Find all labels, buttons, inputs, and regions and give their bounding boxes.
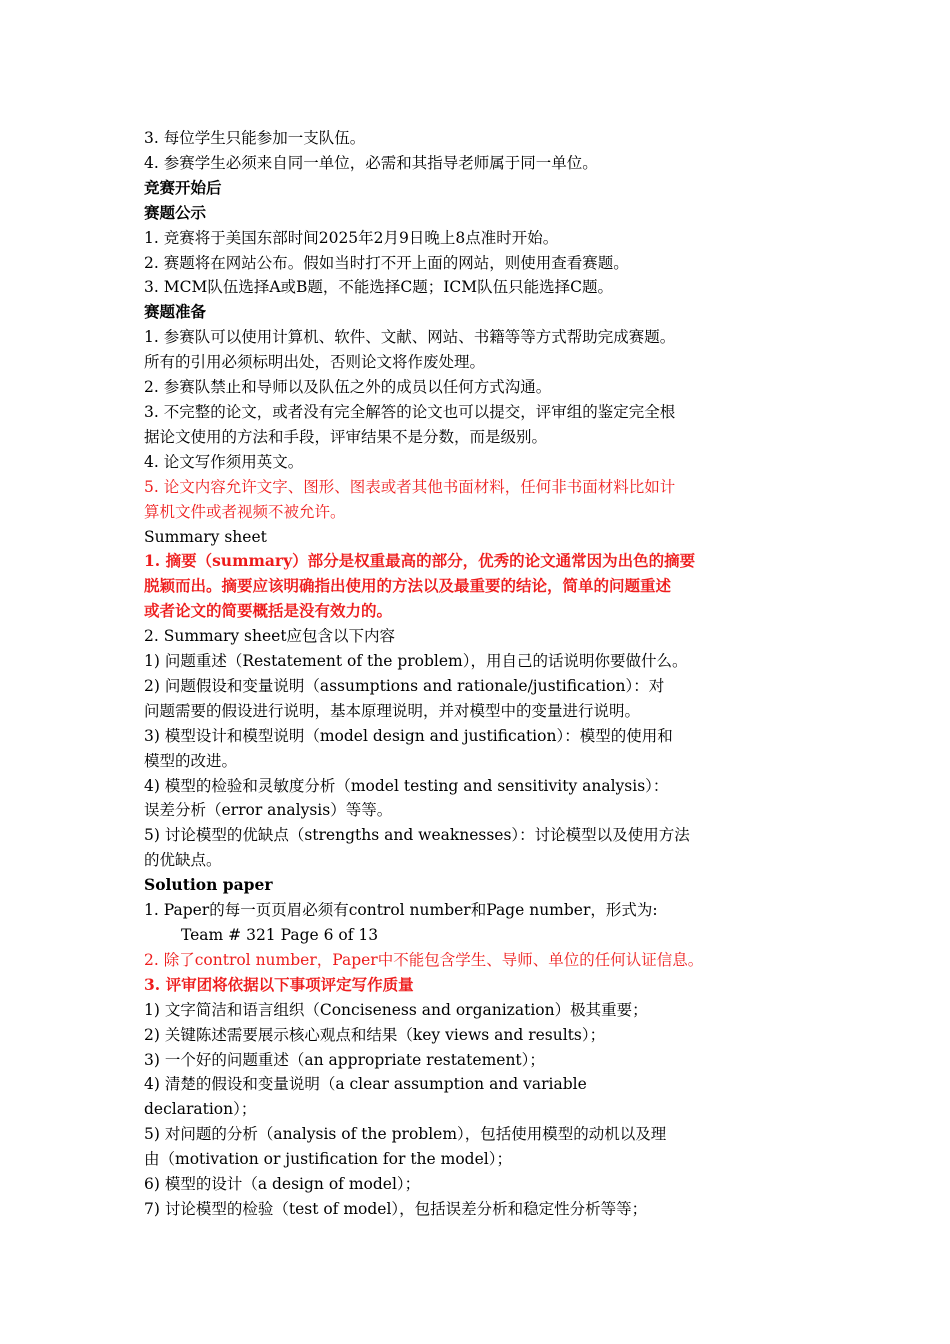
text-line: 4. 论文写作须用英文。 bbox=[144, 452, 304, 471]
text-line: Summary sheet bbox=[144, 527, 267, 546]
text-line: 3. 每位学生只能参加一支队伍。 bbox=[144, 129, 366, 147]
text-line: 7) 讨论模型的检验（test of model），包括误差分析和稳定性分析等等； bbox=[144, 1199, 648, 1218]
text-line: 误差分析（error analysis）等等。 bbox=[144, 801, 393, 820]
text-line: 4. 参赛学生必须来自同一单位，必需和其指导老师属于同一单位。 bbox=[144, 153, 598, 172]
text-line: 3) 一个好的问题重述（an appropriate restatement）； bbox=[144, 1050, 545, 1069]
text-line: 3. MCM队伍选择A或B题，不能选择C题；ICM队伍只能选择C题。 bbox=[144, 278, 613, 297]
text-line: 5) 讨论模型的优缺点（strengths and weaknesses）：讨论模型以及使用方法 bbox=[144, 826, 690, 845]
text-line: 2) 问题假设和变量说明（assumptions and rationale/justification）：对 bbox=[144, 676, 665, 695]
text-line: 模型的改进。 bbox=[144, 751, 238, 770]
text-line: 2. 参赛队禁止和导师以及队伍之外的成员以任何方式沟通。 bbox=[144, 378, 552, 397]
text-line: 问题需要的假设进行说明，基本原理说明，并对模型中的变量进行说明。 bbox=[144, 701, 641, 720]
highlighted-text-line: 算机文件或者视频不被允许。 bbox=[144, 502, 346, 521]
text-line: 所有的引用必须标明出处，否则论文将作废处理。 bbox=[144, 353, 486, 372]
text-line: 由（motivation or justification for the model）； bbox=[144, 1150, 512, 1169]
highlighted-bold-text-line: 或者论文的简要概括是没有效力的。 bbox=[144, 601, 393, 621]
text-line: 的优缺点。 bbox=[144, 851, 222, 870]
text-line: 1. 参赛队可以使用计算机、软件、文献、网站、书籍等等方式帮助完成赛题。 bbox=[144, 328, 676, 347]
highlighted-text-line: 2. 除了control number，Paper中不能包含学生、导师、单位的任何认证信息。 bbox=[144, 950, 704, 969]
text-line: 3) 模型设计和模型说明（model design and justification）：模型的使用和 bbox=[144, 726, 673, 745]
highlighted-text-line: 5. 论文内容允许文字、图形、图表或者其他书面材料，任何非书面材料比如计 bbox=[144, 477, 676, 496]
highlighted-bold-text-line: 脱颖而出。摘要应该明确指出使用的方法以及最重要的结论，简单的问题重述 bbox=[144, 576, 672, 596]
section-heading: Solution paper bbox=[144, 875, 273, 895]
text-line: 1. 竞赛将于美国东部时间2025年2月9日晚上8点准时开始。 bbox=[144, 228, 559, 247]
text-line: 1. Paper的每一页页眉必须有control number和Page number，形式为: bbox=[144, 901, 658, 920]
text-line: declaration）； bbox=[144, 1100, 257, 1119]
text-line: 2. Summary sheet应包含以下内容 bbox=[144, 627, 396, 646]
highlighted-bold-text-line: 3. 评审团将依据以下事项评定写作质量 bbox=[144, 974, 414, 994]
text-line: 4) 清楚的假设和变量说明（a clear assumption and variable bbox=[144, 1075, 587, 1094]
document-page bbox=[144, 126, 824, 1222]
text-line: 1) 文字简洁和语言组织（Conciseness and organization）极其重要； bbox=[144, 1000, 648, 1019]
text-line: 3. 不完整的论文，或者没有完全解答的论文也可以提交，评审组的鉴定完全根 bbox=[144, 402, 676, 421]
section-heading: 竞赛开始后 bbox=[144, 177, 222, 197]
text-line: 5) 对问题的分析（analysis of the problem），包括使用模型的动机以及理 bbox=[144, 1125, 667, 1144]
text-line: 4) 模型的检验和灵敏度分析（model testing and sensitivity analysis）： bbox=[144, 776, 669, 795]
text-line: 1) 问题重述（Restatement of the problem），用自己的话说明你要做什么。 bbox=[144, 652, 688, 671]
section-heading: 赛题准备 bbox=[144, 302, 207, 322]
example-header-format: Team # 321 Page 6 of 13 bbox=[181, 926, 379, 944]
text-line: 2. 赛题将在网站公布。假如当时打不开上面的网站，则使用查看赛题。 bbox=[144, 253, 629, 272]
text-line: 据论文使用的方法和手段，评审结果不是分数，而是级别。 bbox=[144, 427, 548, 446]
highlighted-bold-text-line: 1. 摘要（summary）部分是权重最高的部分，优秀的论文通常因为出色的摘要 bbox=[144, 551, 696, 571]
section-heading: 赛题公示 bbox=[144, 202, 207, 222]
text-line: 2) 关键陈述需要展示核心观点和结果（key views and results）； bbox=[144, 1025, 606, 1044]
text-line: 6) 模型的设计（a design of model）； bbox=[144, 1175, 421, 1194]
